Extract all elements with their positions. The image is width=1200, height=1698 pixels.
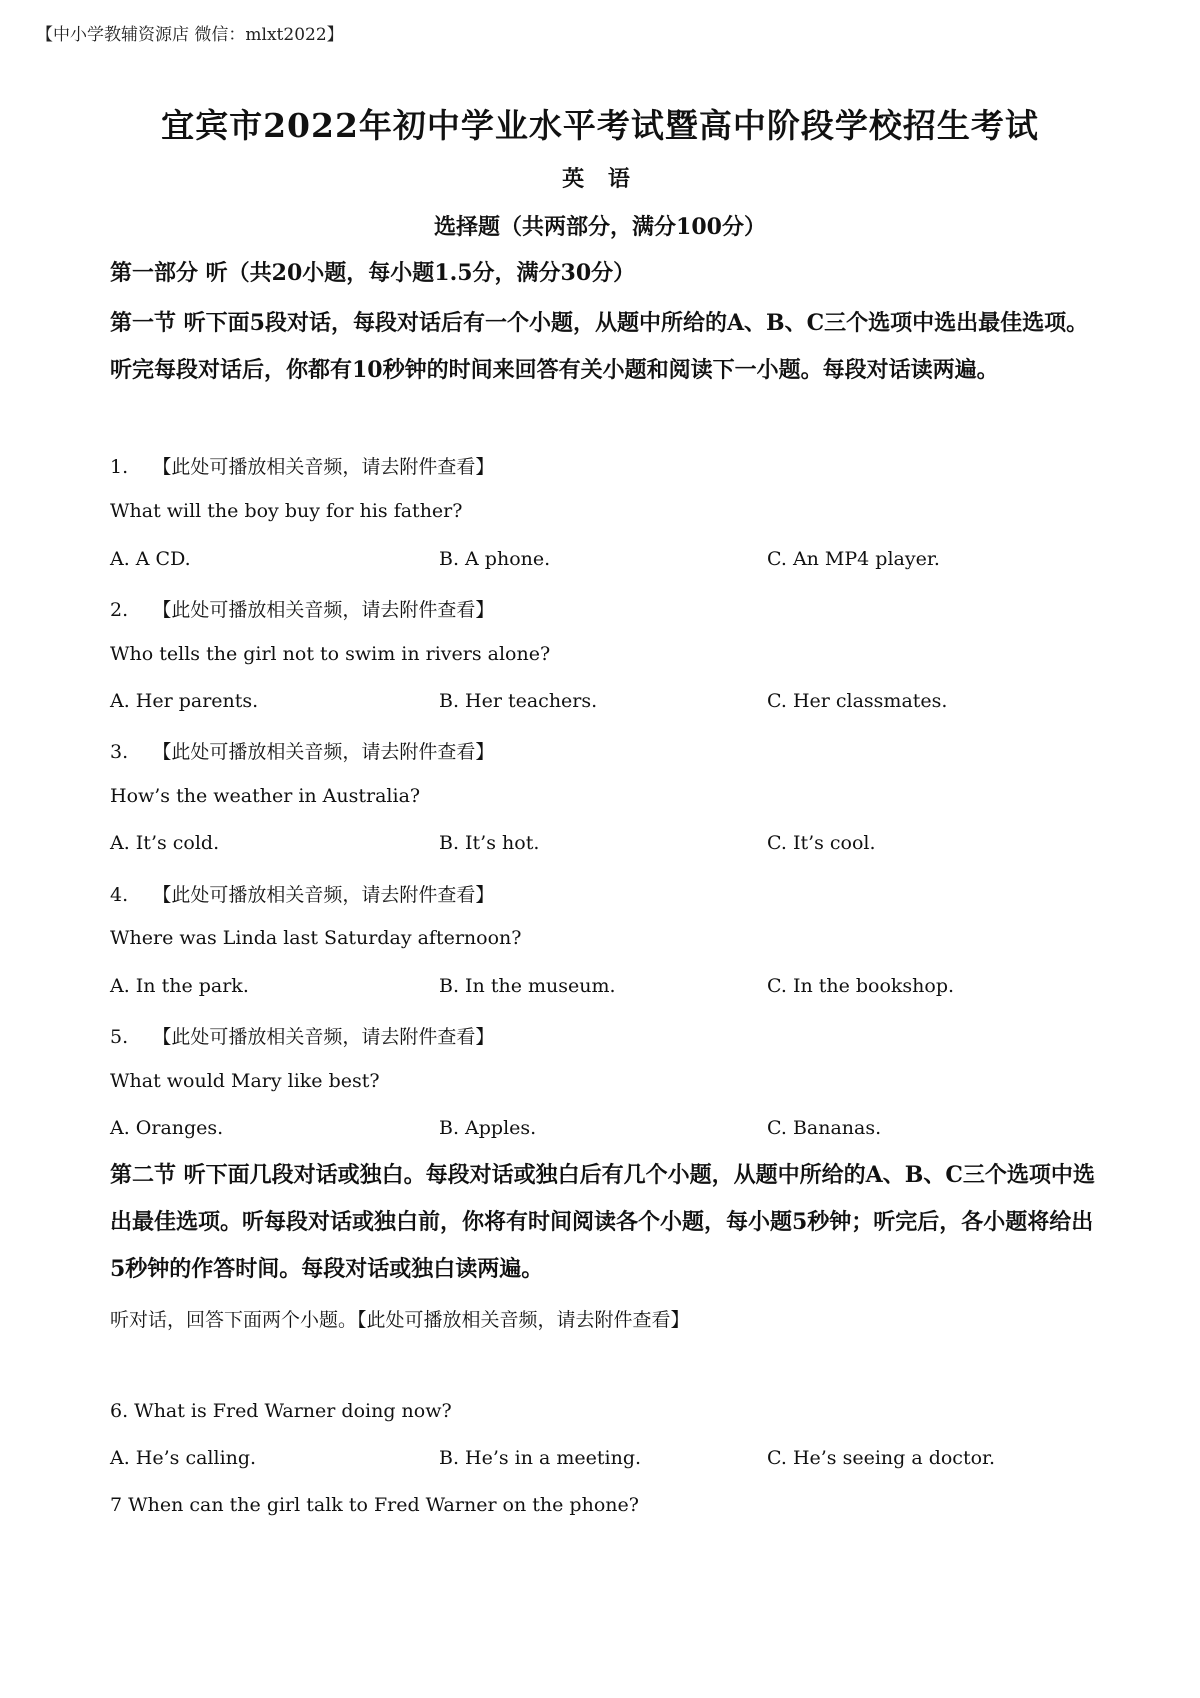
dialogue-intro[interactable]: 听对话，回答下面两个小题。【此处可播放相关音频，请去附件查看】: [110, 1309, 690, 1331]
question-5-option-a: A. Oranges.: [110, 1117, 224, 1139]
question-2-option-c: C. Her classmates.: [767, 690, 948, 712]
question-6-text: 6. What is Fred Warner doing now?: [110, 1400, 452, 1422]
section1-instructions: 第一节 听下面5段对话，每段对话后有一个小题，从题中所给的A、B、C三个选项中选出最佳选项。听完每段对话后，你都有10秒钟的时间来回答有关小题和阅读下一小题。每段对话读两遍。: [110, 310, 1089, 383]
question-4-option-a: A. In the park.: [110, 975, 249, 997]
question-1-number: 1. 【此处可播放相关音频，请去附件查看】: [110, 456, 495, 478]
question-2-number: 2. 【此处可播放相关音频，请去附件查看】: [110, 599, 495, 621]
question-5-text: What would Mary like best?: [110, 1070, 380, 1092]
question-2-option-b: B. Her teachers.: [439, 690, 598, 712]
question-6-option-c: C. He’s seeing a doctor.: [767, 1447, 996, 1469]
choice-section-header: 选择题（共两部分，满分100分）: [434, 214, 766, 240]
question-1-option-a: A. A CD.: [110, 548, 191, 570]
question-3-text: How’s the weather in Australia?: [110, 785, 421, 807]
question-4-number: 4. 【此处可播放相关音频，请去附件查看】: [110, 884, 495, 906]
exam-title: 宜宾市2022年初中学业水平考试暨高中阶段学校招生考试: [161, 106, 1039, 145]
question-4-option-c: C. In the bookshop.: [767, 975, 955, 997]
question-6-option-b: B. He’s in a meeting.: [439, 1447, 642, 1469]
question-2-text: Who tells the girl not to swim in rivers alone?: [110, 643, 551, 665]
audio-placeholder[interactable]: 【此处可播放相关音频，请去附件查看】: [152, 456, 495, 478]
question-1-option-b: B. A phone.: [439, 548, 551, 570]
question-7-text: 7 When can the girl talk to Fred Warner on the phone?: [110, 1494, 639, 1516]
audio-placeholder[interactable]: 【此处可播放相关音频，请去附件查看】: [152, 599, 495, 621]
section2-instructions: 第二节 听下面几段对话或独白。每段对话或独白后有几个小题，从题中所给的A、B、C三个选项中选出最佳选项。听每段对话或独白前，你将有时间阅读各个小题，每小题5秒钟；听完后，各小题将给出5秒钟的作答时间。每段对话或独白读两遍。: [110, 1162, 1095, 1282]
question-3-option-c: C. It’s cool.: [767, 832, 876, 854]
question-3-number: 3. 【此处可播放相关音频，请去附件查看】: [110, 741, 495, 763]
question-4-option-b: B. In the museum.: [439, 975, 616, 997]
question-4-text: Where was Linda last Saturday afternoon?: [110, 927, 522, 949]
question-3-option-a: A. It’s cold.: [110, 832, 220, 854]
audio-placeholder[interactable]: 【此处可播放相关音频，请去附件查看】: [152, 884, 495, 906]
question-5-number: 5. 【此处可播放相关音频，请去附件查看】: [110, 1026, 495, 1048]
question-3-option-b: B. It’s hot.: [439, 832, 540, 854]
question-1-option-c: C. An MP4 player.: [767, 548, 940, 570]
watermark: 【中小学教辅资源店 微信：mlxt2022】: [36, 25, 344, 45]
question-6-option-a: A. He’s calling.: [110, 1447, 257, 1469]
question-5-option-c: C. Bananas.: [767, 1117, 882, 1139]
subject-heading: 英 语: [562, 166, 638, 192]
audio-placeholder[interactable]: 【此处可播放相关音频，请去附件查看】: [152, 1026, 495, 1048]
part1-heading: 第一部分 听（共20小题，每小题1.5分，满分30分）: [110, 260, 636, 286]
audio-placeholder[interactable]: 【此处可播放相关音频，请去附件查看】: [152, 741, 495, 763]
question-1-text: What will the boy buy for his father?: [110, 500, 463, 522]
question-2-option-a: A. Her parents.: [110, 690, 259, 712]
question-5-option-b: B. Apples.: [439, 1117, 537, 1139]
